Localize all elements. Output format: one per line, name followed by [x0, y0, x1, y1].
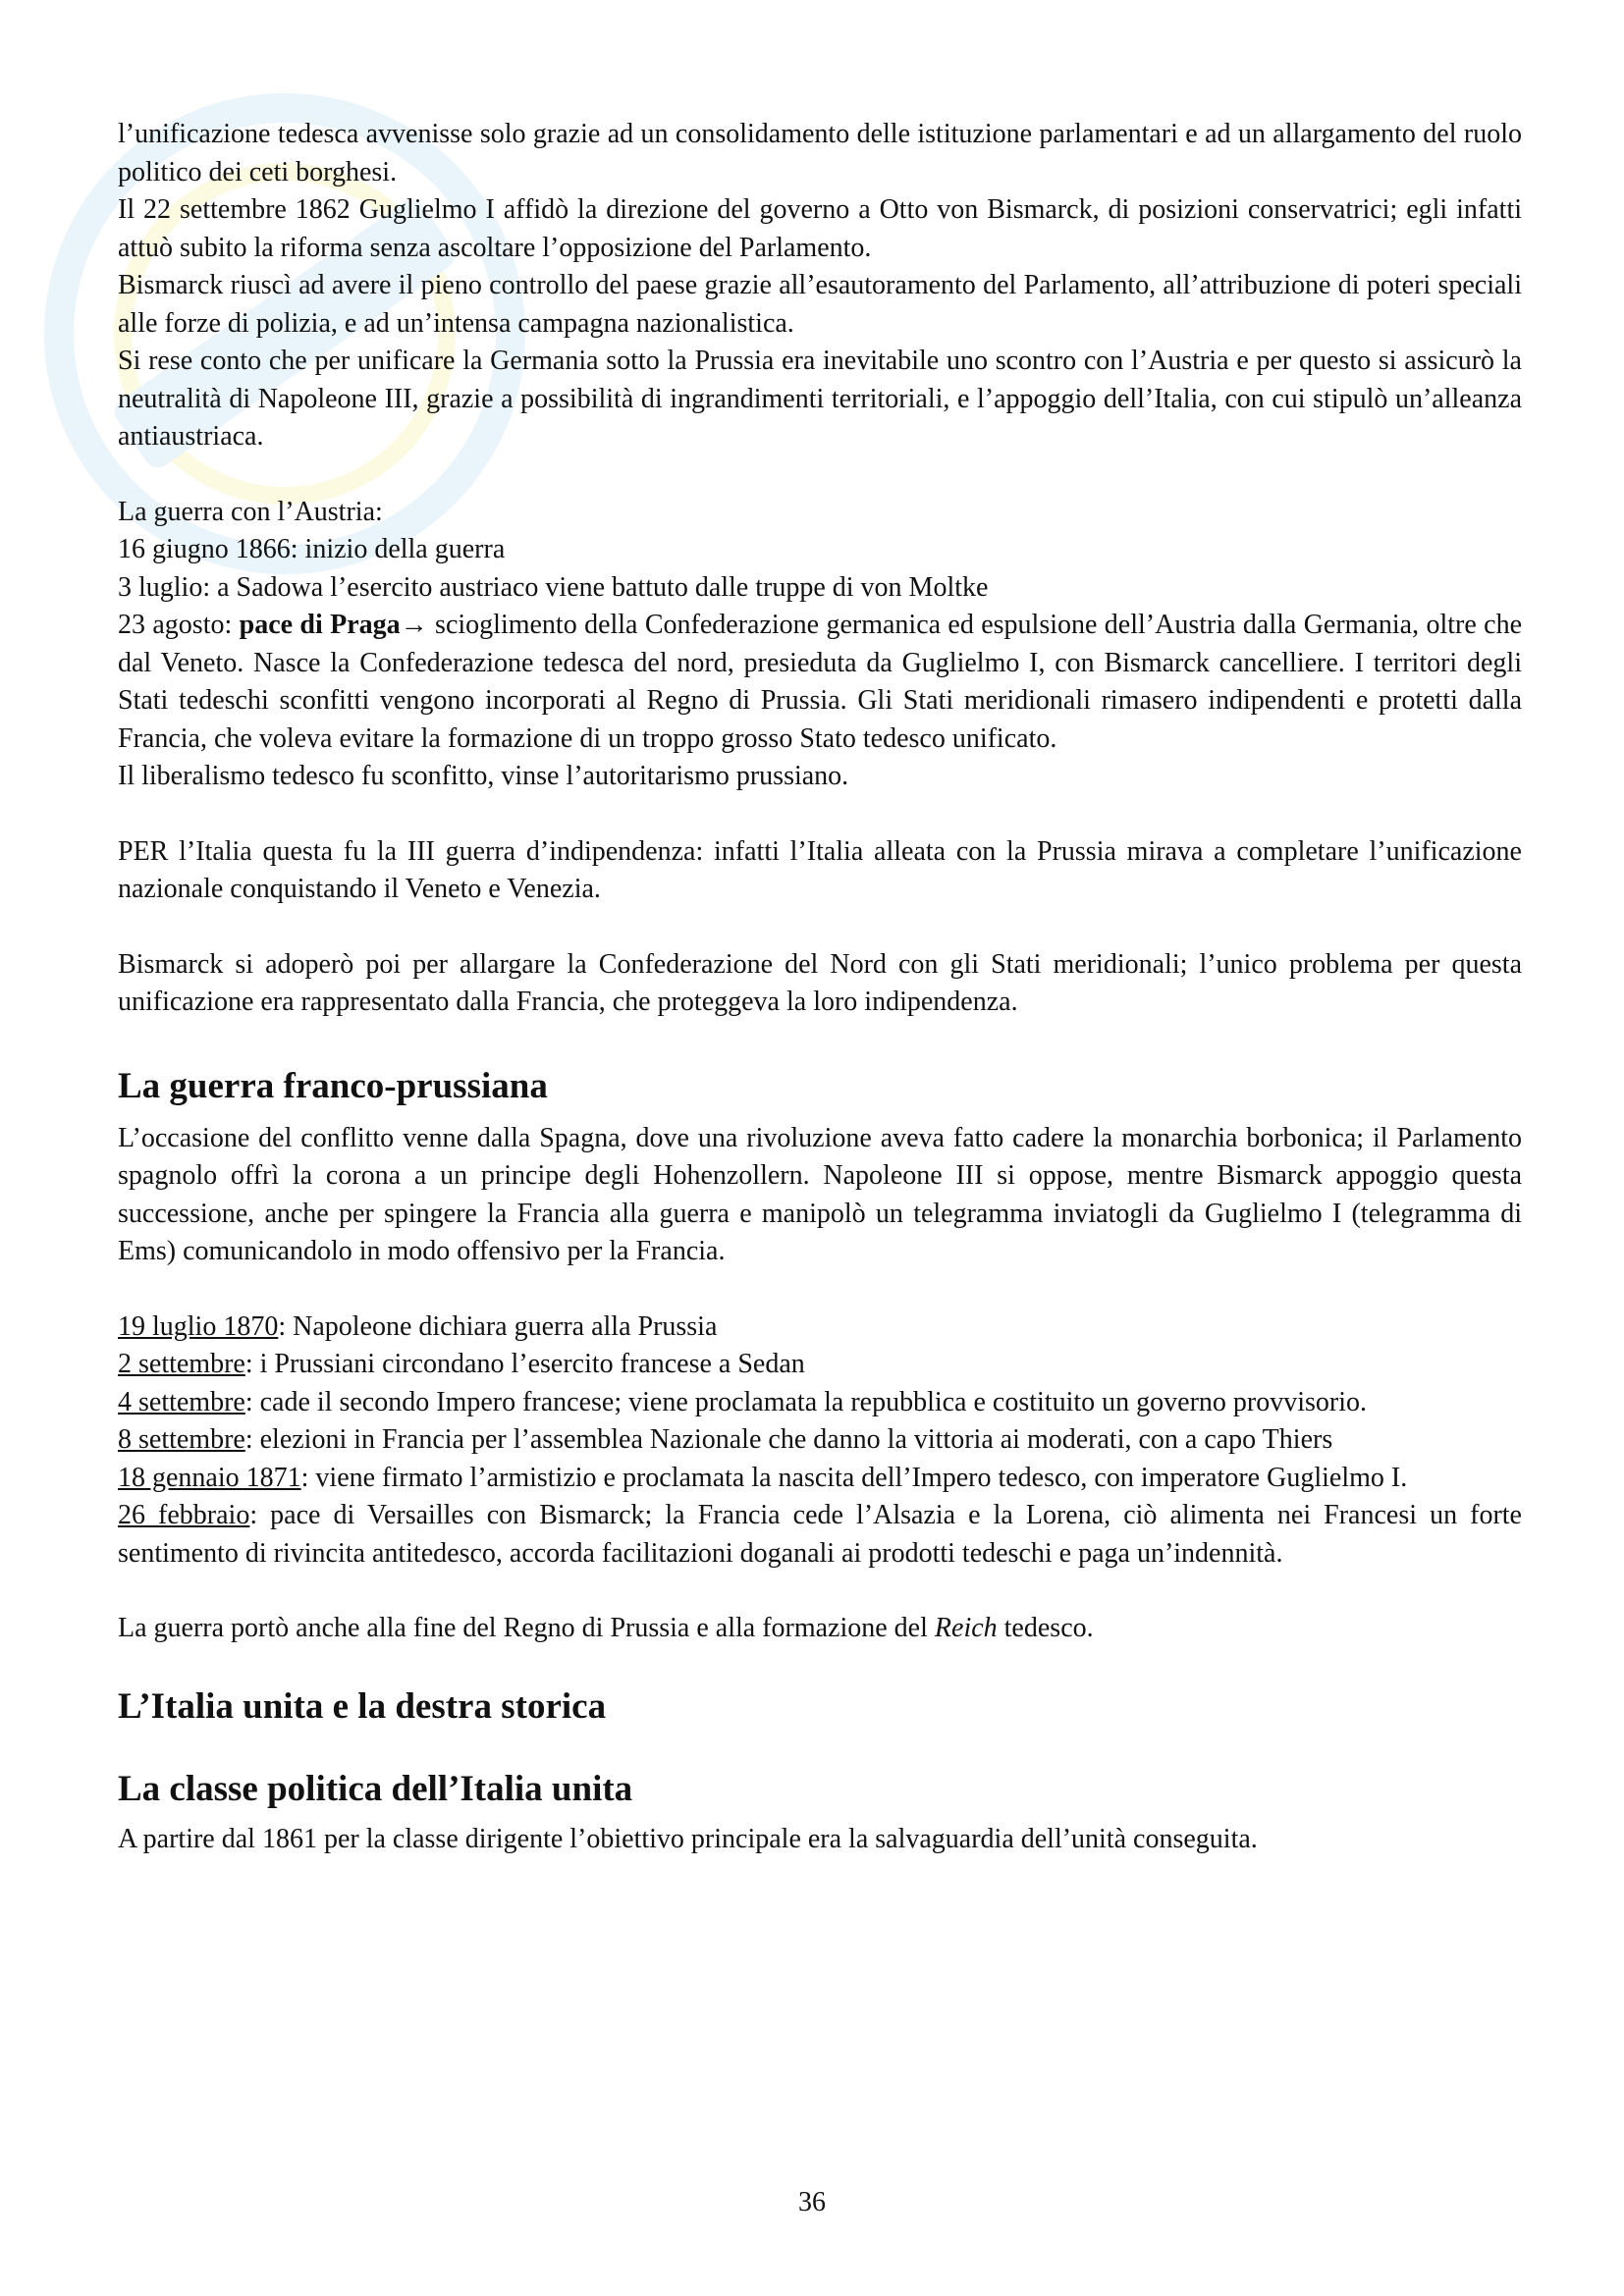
event-item	[118, 1346, 1522, 1384]
event-date: 2 settembre	[118, 1349, 245, 1379]
event-date: 19 luglio 1870	[118, 1310, 279, 1342]
event-text: : Napoleone dichiara guerra alla Prussia	[278, 1310, 718, 1342]
event-item	[118, 1384, 1522, 1422]
intro-paragraph-1: l’unificazione tedesca avvenisse solo grazie ad un consolidamento delle istituzione parlamentari e ad un allargamento del ruolo politico dei ceti borghesi.	[118, 119, 1522, 187]
event-text: : viene firmato l’armistizio e proclamata la nascita dell’Impero tedesco, con imperatore Guglielmo I.	[300, 1462, 1408, 1493]
event-item	[118, 1421, 1522, 1460]
conclusion-end: tedesco.	[997, 1613, 1094, 1643]
event-text: : elezioni in Francia per l’assemblea Nazionale che danno la vittoria ai moderati, con a capo Thiers	[244, 1424, 1333, 1455]
italy-paragraph: PER l’Italia questa fu la III guerra d’indipendenza: infatti l’Italia alleata con la Prussia mirava a completare l’unificazione nazionale conquistando il Veneto e Venezia.	[118, 835, 1522, 904]
franco-prussian-heading: La guerra franco-prussiana	[118, 1065, 548, 1106]
austria-war-line-2: 3 luglio: a Sadowa l’esercito austriaco viene battuto dalle truppe di von Moltke	[118, 571, 989, 603]
event-date: 26 febbraio	[118, 1500, 250, 1530]
event-item	[118, 1460, 1522, 1498]
austria-war-line-4: Il liberalismo tedesco fu sconfitto, vinse l’autoritarismo prussiano.	[118, 761, 849, 791]
event-date: 4 settembre	[118, 1386, 245, 1417]
classe-politica-heading: La classe politica dell’Italia unita	[118, 1768, 633, 1809]
event-date: 8 settembre	[118, 1424, 245, 1455]
intro-paragraph-3: Bismarck riuscì ad avere il pieno controllo del paese grazie all’esautoramento del Parlamento, all’attribuzione di poteri speciali alle forze di polizia, e ad un’intensa campagna nazionalistica.	[118, 270, 1522, 339]
events-list	[118, 1308, 1522, 1574]
intro-paragraph-2: Il 22 settembre 1862 Guglielmo I affidò la direzione del governo a Otto von Bismarck, di posizioni conservatrici; egli infatti attuò subito la riforma senza ascoltare l’opposizione del Parlamento.	[118, 194, 1522, 263]
austria-war-date: 23 agosto:	[118, 610, 240, 640]
page-number: 36	[798, 2187, 826, 2217]
event-text: : i Prussiani circondano l’esercito francese a Sedan	[244, 1349, 805, 1379]
austria-war-heading: La guerra con l’Austria:	[118, 496, 383, 527]
conclusion-text: La guerra portò anche alla fine del Regno di Prussia e alla formazione del	[118, 1613, 935, 1643]
bismarck-paragraph: Bismarck si adoperò poi per allargare la Confederazione del Nord con gli Stati meridionali; l’unico problema per questa unificazione era rappresentato dalla Francia, che proteggeva la loro indipendenza.	[118, 948, 1522, 1017]
event-date: 18 gennaio 1871	[118, 1462, 301, 1493]
event-text: : pace di Versailles con Bismarck; la Francia cede l’Alsazia e la Lorena, ciò alimenta nei Francesi un forte sentimento di rivincita antitedesco, accorda facilitazioni doganali ai prodotti tedeschi e paga un’indennità.	[118, 1500, 1522, 1569]
austria-war-line-3	[118, 607, 1522, 758]
event-text: : cade il secondo Impero francese; viene proclamata la repubblica e costituito un governo provvisorio.	[244, 1386, 1367, 1417]
franco-prussian-conclusion	[118, 1610, 1522, 1648]
event-item	[118, 1497, 1522, 1573]
reich-term: Reich	[934, 1613, 998, 1643]
event-item	[118, 1308, 1522, 1347]
austria-war-line-3-text: scioglimento della Confederazione germanica ed espulsione dell’Austria dalla Germania, oltre che dal Veneto. Nasce la Confederazione tedesca del nord, presieduta da Guglielmo I, con Bismarck cancelliere. I territori degli Stati tedeschi sconfitti vengono incorporati al Regno di Prussia. Gli Stati meridionali rimasero indipendenti e protetti dalla Francia, che voleva evitare la formazione di un troppo grosso Stato tedesco unificato.	[118, 610, 1522, 754]
italia-unita-heading: L’Italia unita e la destra storica	[118, 1685, 607, 1727]
classe-politica-paragraph: A partire dal 1861 per la classe dirigente l’obiettivo principale era la salvaguardia dell’unità conseguita.	[118, 1823, 1258, 1854]
austria-war-line-1: 16 giugno 1866: inizio della guerra	[118, 534, 506, 564]
document-page	[118, 116, 1522, 1858]
pace-di-praga: pace di Praga→	[239, 610, 428, 640]
franco-prussian-paragraph: L’occasione del conflitto venne dalla Spagna, dove una rivoluzione aveva fatto cadere la monarchia borbonica; il Parlamento spagnolo offrì la corona a un principe degli Hohenzollern. Napoleone III si oppose, mentre Bismarck appoggio questa successione, anche per spingere la Francia alla guerra e manipolò un telegramma inviatogli da Guglielmo I (telegramma di Ems) comunicandolo in modo offensivo per la Francia.	[118, 1122, 1522, 1266]
intro-paragraph-4: Si rese conto che per unificare la Germania sotto la Prussia era inevitabile uno scontro con l’Austria e per questo si assicurò la neutralità di Napoleone III, grazie a possibilità di ingrandimenti territoriali, e l’appoggio dell’Italia, con cui stipulò un’alleanza antiaustriaca.	[118, 346, 1522, 452]
